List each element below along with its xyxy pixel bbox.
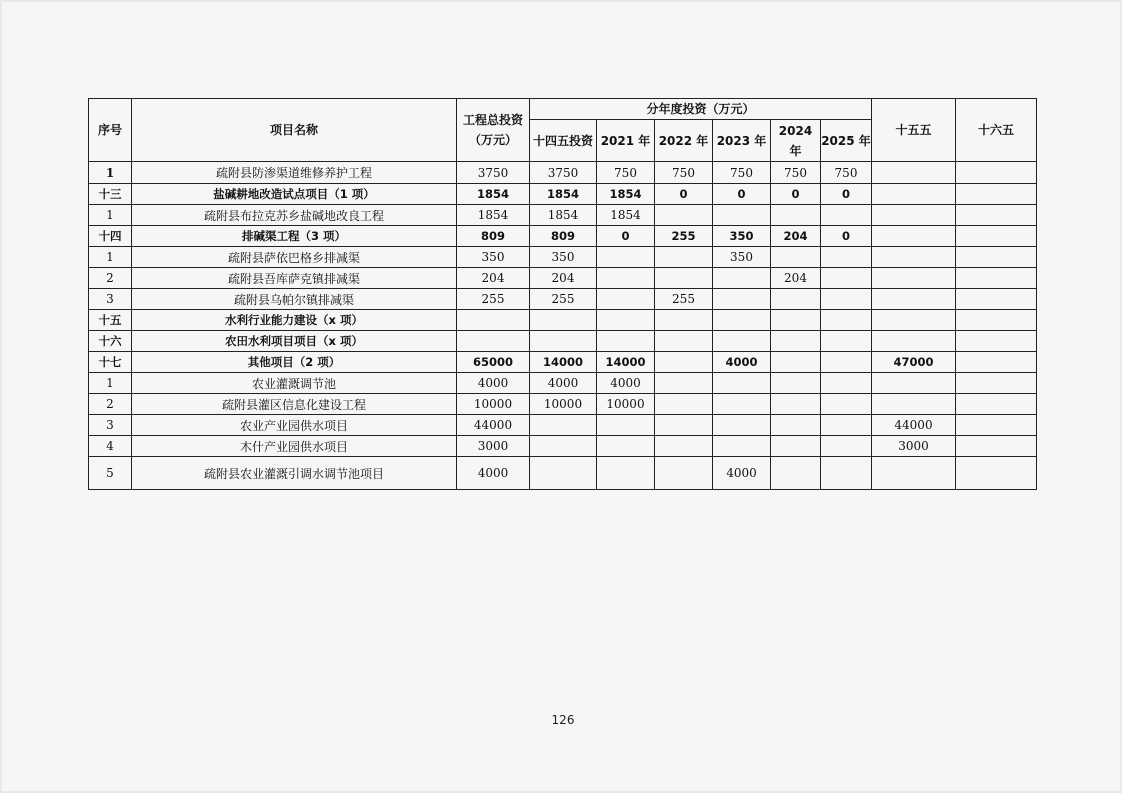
table-row [89,415,1037,436]
cell-seq: 2 [89,394,132,415]
cell-name: 农业产业园供水项目 [132,415,457,436]
cell-p16 [956,310,1037,331]
cell-y2025 [821,373,872,394]
cell-y2025 [821,310,872,331]
cell-y2021: 750 [597,162,655,184]
cell-p14: 1854 [530,184,597,205]
table-row [89,457,1037,490]
cell-p16 [956,352,1037,373]
cell-p14: 10000 [530,394,597,415]
cell-y2022: 255 [655,289,713,310]
cell-y2024 [771,373,821,394]
cell-name: 排碱渠工程（3 项） [132,226,457,247]
cell-y2025 [821,247,872,268]
cell-seq: 1 [89,373,132,394]
header-2022: 2022 年 [655,120,713,162]
cell-y2023 [713,310,771,331]
cell-y2025 [821,331,872,352]
cell-total: 44000 [457,415,530,436]
cell-p14 [530,331,597,352]
cell-seq: 1 [89,162,132,184]
cell-seq: 十五 [89,310,132,331]
cell-name: 疏附县农业灌溉引调水调节池项目 [132,457,457,490]
cell-p14 [530,415,597,436]
cell-y2022 [655,310,713,331]
table-row [89,226,1037,247]
cell-total [457,331,530,352]
cell-p15 [872,247,956,268]
cell-p14: 3750 [530,162,597,184]
cell-p15 [872,310,956,331]
cell-y2021 [597,310,655,331]
cell-y2023 [713,436,771,457]
table-row [89,289,1037,310]
cell-name: 疏附县乌帕尔镇排减渠 [132,289,457,310]
cell-y2024 [771,415,821,436]
table-row [89,184,1037,205]
cell-p15 [872,394,956,415]
header-total: 工程总投资（万元） [457,99,530,162]
cell-seq: 2 [89,268,132,289]
cell-y2022: 255 [655,226,713,247]
cell-p16 [956,162,1037,184]
cell-p15: 3000 [872,436,956,457]
table-row [89,352,1037,373]
cell-y2022 [655,394,713,415]
cell-y2024 [771,205,821,226]
cell-y2022 [655,436,713,457]
cell-y2025: 0 [821,184,872,205]
cell-p14: 1854 [530,205,597,226]
cell-p16 [956,184,1037,205]
cell-total: 3000 [457,436,530,457]
cell-seq: 十六 [89,331,132,352]
table-row [89,162,1037,184]
cell-y2022: 0 [655,184,713,205]
cell-seq: 1 [89,205,132,226]
cell-y2023 [713,268,771,289]
cell-name: 盐碱耕地改造试点项目（1 项） [132,184,457,205]
table-row [89,373,1037,394]
cell-total: 204 [457,268,530,289]
cell-total [457,310,530,331]
cell-p16 [956,373,1037,394]
cell-total: 65000 [457,352,530,373]
cell-p15: 47000 [872,352,956,373]
cell-y2022 [655,352,713,373]
header-2025: 2025 年 [821,120,872,162]
header-2023: 2023 年 [713,120,771,162]
cell-p14: 4000 [530,373,597,394]
table-body [89,162,1037,490]
cell-y2021 [597,436,655,457]
cell-y2023: 350 [713,247,771,268]
cell-y2023 [713,289,771,310]
cell-p14: 255 [530,289,597,310]
cell-y2024: 204 [771,226,821,247]
cell-name: 水利行业能力建设（x 项） [132,310,457,331]
header-annual: 分年度投资（万元） [530,99,872,120]
cell-y2021 [597,331,655,352]
cell-p15 [872,289,956,310]
cell-y2025 [821,436,872,457]
cell-seq: 3 [89,415,132,436]
cell-y2021: 1854 [597,205,655,226]
cell-p15 [872,184,956,205]
cell-y2024 [771,352,821,373]
cell-y2022 [655,457,713,490]
cell-total: 1854 [457,184,530,205]
cell-y2024 [771,457,821,490]
cell-p15 [872,268,956,289]
cell-y2024: 0 [771,184,821,205]
cell-y2023: 750 [713,162,771,184]
cell-name: 疏附县萨依巴格乡排减渠 [132,247,457,268]
cell-y2023 [713,415,771,436]
cell-y2025: 750 [821,162,872,184]
cell-y2025: 0 [821,226,872,247]
cell-p16 [956,268,1037,289]
cell-y2022: 750 [655,162,713,184]
header-seq: 序号 [89,99,132,162]
document-page [2,2,1120,791]
cell-name: 疏附县布拉克苏乡盐碱地改良工程 [132,205,457,226]
page-number: 126 [551,713,575,727]
cell-total: 350 [457,247,530,268]
cell-y2022 [655,205,713,226]
cell-p14 [530,310,597,331]
cell-seq: 十七 [89,352,132,373]
cell-p15 [872,331,956,352]
cell-p15 [872,457,956,490]
cell-y2021 [597,247,655,268]
cell-p14: 809 [530,226,597,247]
cell-name: 农业灌溉调节池 [132,373,457,394]
cell-y2021 [597,457,655,490]
cell-y2025 [821,352,872,373]
cell-seq: 十三 [89,184,132,205]
cell-y2021: 0 [597,226,655,247]
cell-y2024 [771,331,821,352]
cell-y2024 [771,310,821,331]
cell-y2024 [771,436,821,457]
header-plan16: 十六五 [956,99,1037,162]
cell-p15 [872,226,956,247]
cell-seq: 十四 [89,226,132,247]
cell-y2023 [713,373,771,394]
cell-name: 疏附县灌区信息化建设工程 [132,394,457,415]
header-plan15: 十五五 [872,99,956,162]
cell-total: 4000 [457,373,530,394]
cell-y2023: 0 [713,184,771,205]
header-plan14: 十四五投资 [530,120,597,162]
cell-name: 木什产业园供水项目 [132,436,457,457]
cell-p16 [956,247,1037,268]
cell-y2023 [713,205,771,226]
header-2021: 2021 年 [597,120,655,162]
cell-seq: 5 [89,457,132,490]
cell-p14 [530,436,597,457]
cell-total: 255 [457,289,530,310]
cell-y2021: 1854 [597,184,655,205]
cell-y2022 [655,247,713,268]
cell-seq: 1 [89,247,132,268]
cell-y2023 [713,331,771,352]
cell-p16 [956,205,1037,226]
cell-y2022 [655,331,713,352]
table-row [89,247,1037,268]
cell-y2021 [597,415,655,436]
cell-y2022 [655,268,713,289]
cell-y2024 [771,247,821,268]
cell-p16 [956,289,1037,310]
table-row [89,268,1037,289]
cell-p14: 350 [530,247,597,268]
cell-total: 809 [457,226,530,247]
cell-y2024: 750 [771,162,821,184]
cell-y2025 [821,394,872,415]
cell-y2021: 14000 [597,352,655,373]
cell-name: 其他项目（2 项） [132,352,457,373]
cell-p16 [956,436,1037,457]
cell-y2023: 350 [713,226,771,247]
table-row [89,310,1037,331]
cell-p14: 204 [530,268,597,289]
cell-y2021: 10000 [597,394,655,415]
header-name: 项目名称 [132,99,457,162]
header-2024: 2024 年 [771,120,821,162]
cell-y2025 [821,268,872,289]
cell-p15 [872,162,956,184]
cell-y2025 [821,415,872,436]
cell-y2025 [821,289,872,310]
cell-name: 疏附县吾库萨克镇排减渠 [132,268,457,289]
table-row [89,436,1037,457]
cell-p14 [530,457,597,490]
cell-y2025 [821,457,872,490]
cell-p14: 14000 [530,352,597,373]
cell-y2023: 4000 [713,457,771,490]
cell-y2021: 4000 [597,373,655,394]
cell-p16 [956,394,1037,415]
cell-total: 10000 [457,394,530,415]
cell-total: 4000 [457,457,530,490]
cell-p15 [872,205,956,226]
cell-p15: 44000 [872,415,956,436]
cell-p16 [956,415,1037,436]
table-row [89,394,1037,415]
cell-y2021 [597,268,655,289]
cell-seq: 3 [89,289,132,310]
cell-name: 疏附县防渗渠道维修养护工程 [132,162,457,184]
cell-seq: 4 [89,436,132,457]
cell-total: 1854 [457,205,530,226]
investment-table [88,98,1037,490]
cell-y2024 [771,289,821,310]
cell-y2023: 4000 [713,352,771,373]
cell-p15 [872,373,956,394]
cell-y2024: 204 [771,268,821,289]
cell-p16 [956,457,1037,490]
cell-p16 [956,331,1037,352]
cell-y2024 [771,394,821,415]
cell-p16 [956,226,1037,247]
table-row [89,331,1037,352]
cell-y2025 [821,205,872,226]
cell-name: 农田水利项目项目（x 项） [132,331,457,352]
cell-y2023 [713,394,771,415]
cell-y2022 [655,373,713,394]
cell-y2021 [597,289,655,310]
cell-total: 3750 [457,162,530,184]
cell-y2022 [655,415,713,436]
table-row [89,205,1037,226]
